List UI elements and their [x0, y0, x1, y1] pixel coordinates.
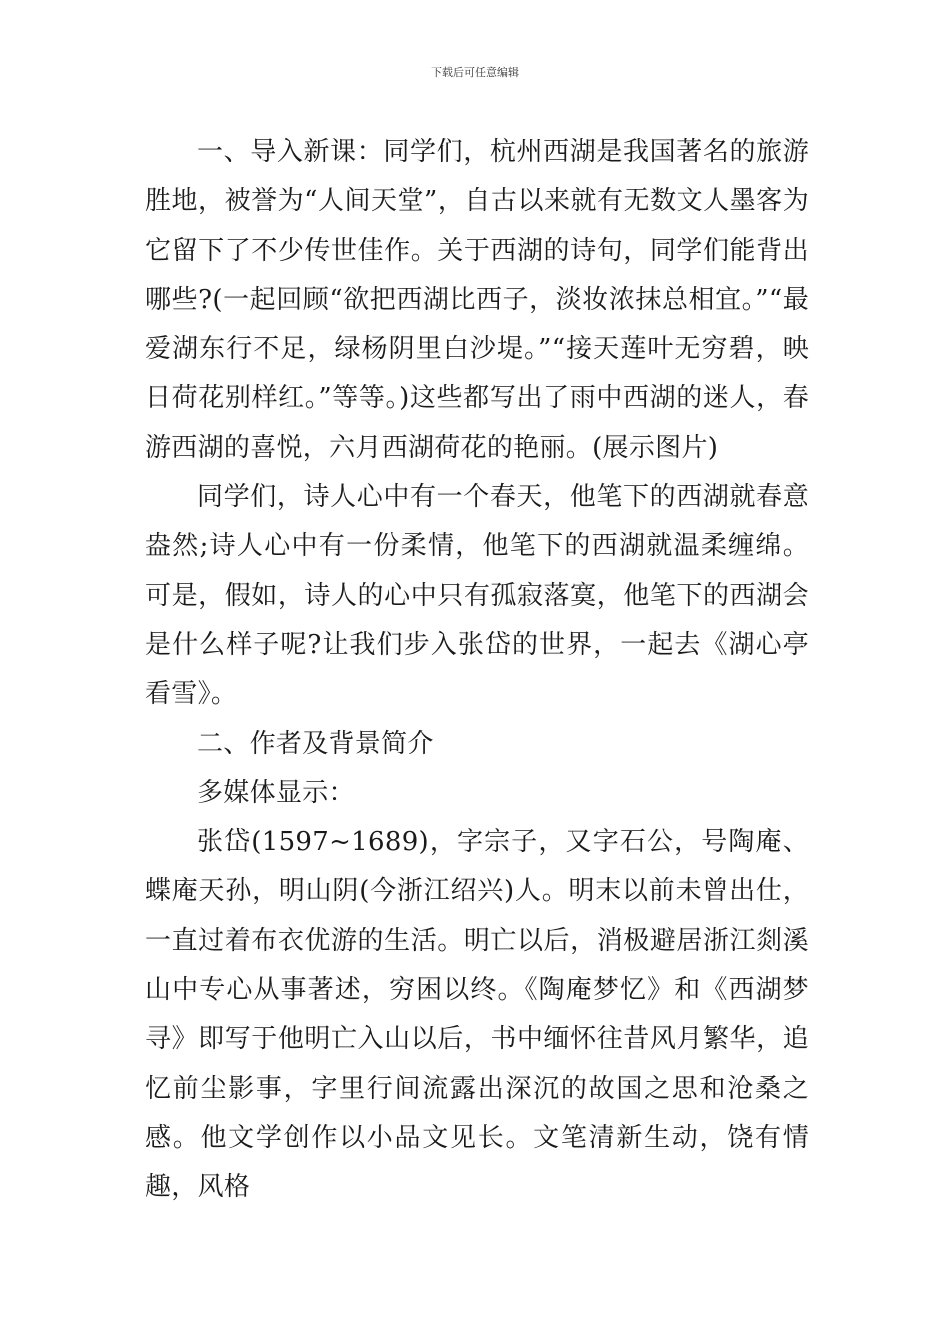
- paragraph-intro: 一、导入新课：同学们，杭州西湖是我国著名的旅游胜地，被誉为“人间天堂”，自古以来就有无数文人墨客为它留下了不少传世佳作。关于西湖的诗句，同学们能背出哪些?(一起回顾“欲把西湖比西子，淡妆浓抹总相宜。”“最爱湖东行不足，绿杨阴里白沙堤。”“接天莲叶无穷碧，映日荷花别样红。”等等。)这些都写出了雨中西湖的迷人，春游西湖的喜悦，六月西湖荷花的艳丽。(展示图片): [145, 137, 809, 463]
- page-header: 下载后可任意编辑: [431, 66, 519, 79]
- section-heading-author: 二、作者及背景简介: [197, 728, 434, 759]
- document-body: [145, 128, 809, 1213]
- paragraph-author-bio: 张岱(1597~1689)，字宗子，又字石公，号陶庵、蝶庵天孙，明山阴(今浙江绍兴)人。明末以前未曾出仕，一直过着布衣优游的生活。明亡以后，消极避居浙江剡溪山中专心从事著述，穷困以终。《陶庵梦忆》和《西湖梦寻》即写于他明亡入山以后，书中缅怀往昔风月繁华，追忆前尘影事，字里行间流露出深沉的故国之思和沧桑之感。他文学创作以小品文见长。文笔清新生动，饶有情趣，风格: [145, 827, 809, 1203]
- paragraph-multimedia: 多媒体显示：: [197, 777, 355, 808]
- paragraph-transition: 同学们，诗人心中有一个春天，他笔下的西湖就春意盎然;诗人心中有一份柔情，他笔下的西湖就温柔缠绵。可是，假如，诗人的心中只有孤寂落寞，他笔下的西湖会是什么样子呢?让我们步入张岱的世界，一起去《湖心亭看雪》。: [145, 482, 809, 710]
